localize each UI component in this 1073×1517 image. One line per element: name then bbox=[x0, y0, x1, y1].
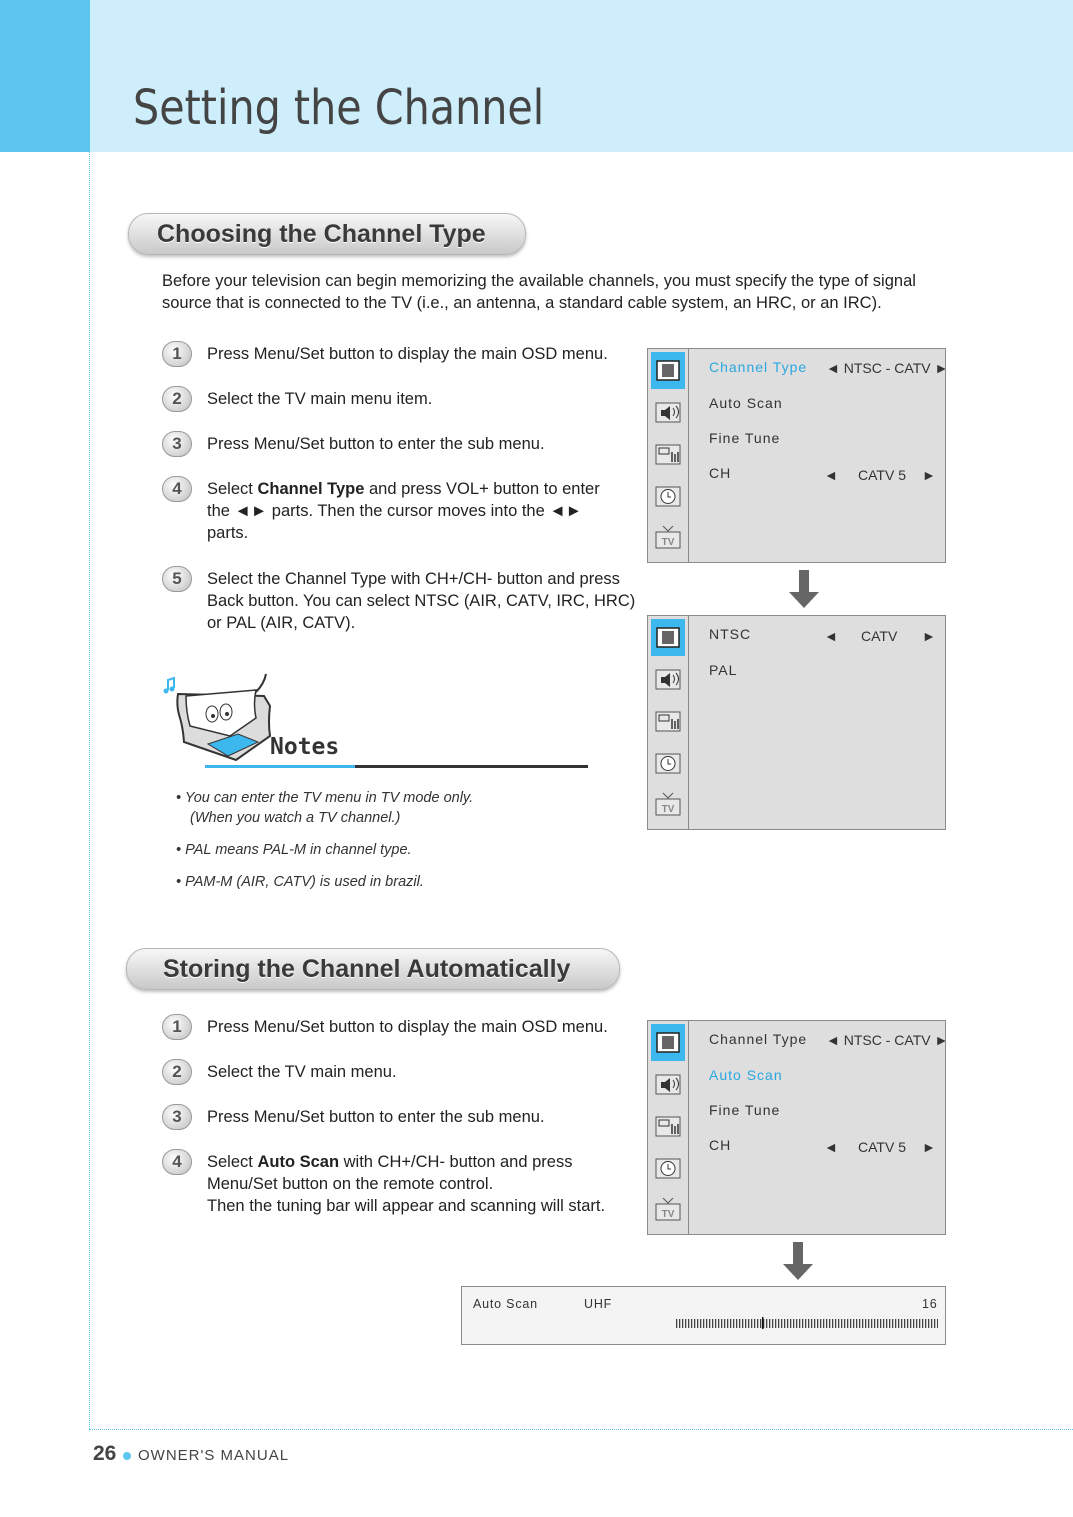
step-text-pre: Select bbox=[207, 480, 258, 498]
clock-icon bbox=[651, 1150, 685, 1187]
intro-paragraph: Before your television can begin memorizing the available channels, you must specify the type of signal source that is connected to the TV (i.e., an antenna, a standard cable system, an HRC, or an IRC). bbox=[162, 272, 916, 312]
osd-row-ntsc: NTSC bbox=[709, 626, 752, 642]
down-arrow-icon bbox=[783, 1242, 813, 1282]
tv-icon bbox=[651, 520, 685, 557]
left-arrow-icon: ◄ bbox=[824, 628, 838, 644]
step-text: Select the TV main menu item. bbox=[207, 390, 433, 408]
step-text: Press Menu/Set button to display the main OSD menu. bbox=[207, 1018, 608, 1036]
notes-divider bbox=[355, 765, 588, 768]
scan-channel-number: 16 bbox=[922, 1297, 938, 1311]
scan-band: UHF bbox=[584, 1297, 613, 1311]
step-number-badge: 1 bbox=[162, 1014, 192, 1040]
step-number-badge: 3 bbox=[162, 431, 192, 457]
footer-label: OWNER'S MANUAL bbox=[138, 1447, 290, 1464]
left-arrow-icon: ◄ bbox=[824, 467, 838, 483]
osd-menu-auto-scan bbox=[647, 1020, 949, 1235]
picture-icon bbox=[651, 619, 685, 656]
function-icon bbox=[651, 1108, 685, 1145]
footer-bullet bbox=[123, 1452, 131, 1460]
step-number-badge: 4 bbox=[162, 1149, 192, 1175]
osd-menu-channel-type bbox=[647, 348, 949, 563]
tv-icon bbox=[651, 1192, 685, 1229]
footer-dotted-line bbox=[89, 1429, 1073, 1430]
note-item-2: • PAL means PAL-M in channel type. bbox=[176, 842, 412, 858]
step-text-post: with CH+/CH- button and press Menu/Set button on the remote control. bbox=[207, 1153, 573, 1193]
osd-sidebar bbox=[648, 616, 689, 829]
notes-mascot-illustration bbox=[160, 670, 280, 770]
note-item-3: • PAM-M (AIR, CATV) is used in brazil. bbox=[176, 874, 424, 890]
osd-sidebar bbox=[648, 1021, 689, 1234]
note-item-1-continued: (When you watch a TV channel.) bbox=[190, 810, 401, 826]
step-text: Press Menu/Set button to display the main OSD menu. bbox=[207, 345, 608, 363]
osd-row-channel-type: Channel Type bbox=[709, 1031, 808, 1047]
auto-scan-tuning-bar bbox=[461, 1286, 946, 1345]
step-text: Press Menu/Set button to enter the sub menu. bbox=[207, 435, 545, 453]
step-number-badge: 5 bbox=[162, 566, 192, 592]
osd-row-auto-scan: Auto Scan bbox=[709, 1067, 783, 1083]
step-text-bold: Auto Scan bbox=[257, 1153, 340, 1171]
svg-text:TV: TV bbox=[661, 1209, 675, 1220]
osd-row-fine-tune: Fine Tune bbox=[709, 430, 781, 446]
step-text-post: and press VOL+ button to enter the ◄► parts. Then the cursor moves into the ◄► parts. bbox=[207, 480, 600, 542]
step-text: Select the TV main menu. bbox=[207, 1063, 397, 1081]
function-icon bbox=[651, 703, 685, 740]
picture-icon bbox=[651, 352, 685, 389]
step-text bbox=[207, 478, 607, 544]
section-heading-channel-type bbox=[128, 213, 526, 255]
margin-dotted-line bbox=[89, 152, 90, 1429]
right-arrow-icon: ► bbox=[922, 1139, 936, 1155]
notes-title: Notes bbox=[270, 734, 340, 760]
step-number-badge: 2 bbox=[162, 1059, 192, 1085]
scan-progress-ticks bbox=[676, 1317, 938, 1329]
osd-ch-value: CATV 5 bbox=[858, 1139, 906, 1155]
section-heading-text: Storing the Channel Automatically bbox=[163, 955, 571, 983]
step-number-badge: 1 bbox=[162, 341, 192, 367]
osd-ch-value: CATV 5 bbox=[858, 467, 906, 483]
osd-row-auto-scan: Auto Scan bbox=[709, 395, 783, 411]
header-accent-block bbox=[0, 0, 90, 152]
clock-icon bbox=[651, 745, 685, 782]
osd-ntsc-value: CATV bbox=[861, 628, 898, 644]
tv-icon bbox=[651, 787, 685, 824]
notes-divider-accent bbox=[205, 765, 355, 768]
page-number: 26 bbox=[93, 1442, 117, 1465]
step-text-bold: Channel Type bbox=[257, 480, 365, 498]
step-text-pre: Select bbox=[207, 1153, 258, 1171]
step-text: Select the Channel Type with CH+/CH- button and press Back button. You can select NTSC (AIR, CATV, IRC, HRC) or PAL (AIR, CATV). bbox=[207, 570, 636, 632]
step-number-badge: 2 bbox=[162, 386, 192, 412]
osd-sidebar bbox=[648, 349, 689, 562]
osd-row-ch: CH bbox=[709, 465, 732, 481]
osd-row-fine-tune: Fine Tune bbox=[709, 1102, 781, 1118]
osd-channel-type-value: ◄ NTSC - CATV ► bbox=[826, 360, 949, 376]
sound-icon bbox=[651, 394, 685, 431]
picture-icon bbox=[651, 1024, 685, 1061]
step-number-badge: 3 bbox=[162, 1104, 192, 1130]
section-heading-text: Choosing the Channel Type bbox=[157, 220, 486, 248]
page-title: Setting the Channel bbox=[133, 80, 545, 136]
step-text-line2: Then the tuning bar will appear and scanning will start. bbox=[207, 1197, 606, 1215]
clock-icon bbox=[651, 478, 685, 515]
function-icon bbox=[651, 436, 685, 473]
osd-row-channel-type: Channel Type bbox=[709, 359, 808, 375]
left-arrow-icon: ◄ bbox=[824, 1139, 838, 1155]
svg-text:TV: TV bbox=[661, 804, 675, 815]
step-text bbox=[207, 1151, 587, 1195]
step-text: Press Menu/Set button to enter the sub menu. bbox=[207, 1108, 545, 1126]
scan-label: Auto Scan bbox=[473, 1297, 538, 1311]
sound-icon bbox=[651, 661, 685, 698]
section-heading-auto-store bbox=[126, 948, 620, 990]
osd-row-pal: PAL bbox=[709, 662, 738, 678]
svg-text:TV: TV bbox=[661, 537, 675, 548]
down-arrow-icon bbox=[789, 570, 819, 610]
step-number-badge: 4 bbox=[162, 476, 192, 502]
sound-icon bbox=[651, 1066, 685, 1103]
osd-channel-type-value: ◄ NTSC - CATV ► bbox=[826, 1032, 949, 1048]
note-item-1: • You can enter the TV menu in TV mode only. bbox=[176, 790, 474, 806]
osd-menu-ntsc-pal bbox=[647, 615, 946, 830]
right-arrow-icon: ► bbox=[922, 628, 936, 644]
right-arrow-icon: ► bbox=[922, 467, 936, 483]
osd-row-ch: CH bbox=[709, 1137, 732, 1153]
